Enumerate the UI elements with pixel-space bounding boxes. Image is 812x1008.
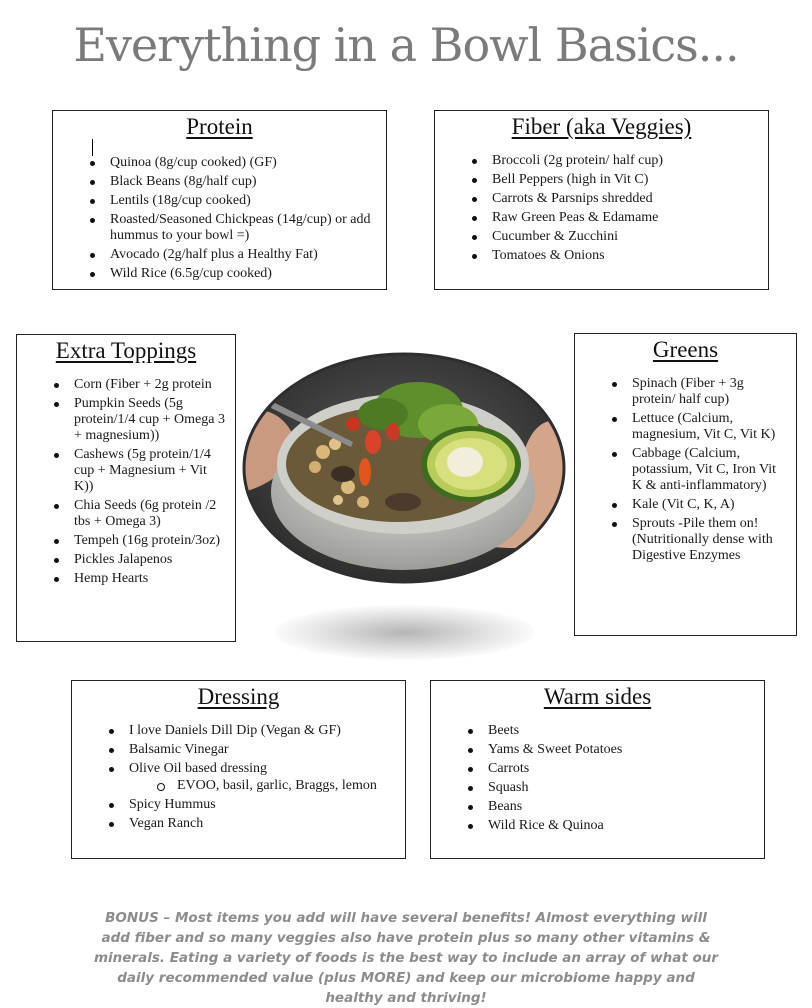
list-item: Tempeh (16g protein/3oz)	[74, 533, 227, 549]
list-item: Squash	[488, 780, 756, 796]
list-item: Chia Seeds (6g protein /2 tbs + Omega 3)	[74, 498, 227, 530]
warm-sides-section	[430, 680, 765, 859]
dressing-section	[71, 680, 406, 859]
list-item: Balsamic Vinegar	[129, 742, 397, 758]
list-item: Black Beans (8g/half cup)	[110, 174, 372, 190]
protein-heading: Protein	[186, 114, 253, 139]
list-item: Carrots	[488, 761, 756, 777]
list-item: Lettuce (Calcium, magnesium, Vit C, Vit K)	[632, 411, 788, 443]
page-title: Everything in a Bowl Basics...	[73, 18, 739, 72]
list-item: Beets	[488, 723, 756, 739]
list-item: Quinoa (8g/cup cooked) (GF)	[110, 155, 372, 171]
list-item: Spinach (Fiber + 3g protein/ half cup)	[632, 376, 788, 408]
dressing-heading: Dressing	[197, 684, 280, 709]
toppings-section	[16, 334, 236, 642]
list-item: Pickles Jalapenos	[74, 552, 227, 568]
bowl-image	[243, 352, 565, 584]
list-item: Vegan Ranch	[129, 816, 397, 832]
sub-list-item: EVOO, basil, garlic, Braggs, lemon	[177, 778, 397, 794]
warm-sides-list	[431, 723, 764, 834]
list-item: Cabbage (Calcium, potassium, Vit C, Iron Vit K & anti-inflammatory)	[632, 446, 788, 494]
greens-list	[575, 376, 796, 564]
list-item: Olive Oil based dressing	[129, 761, 397, 777]
fiber-heading: Fiber (aka Veggies)	[511, 114, 692, 139]
list-item: Bell Peppers (high in Vit C)	[492, 172, 758, 188]
list-item: Wild Rice (6.5g/cup cooked)	[110, 266, 372, 282]
list-item: Avocado (2g/half plus a Healthy Fat)	[110, 247, 372, 263]
list-item: Corn (Fiber + 2g protein	[74, 377, 227, 393]
list-item: Cucumber & Zucchini	[492, 229, 758, 245]
list-item: Pumpkin Seeds (5g protein/1/4 cup + Omega 3 + magnesium))	[74, 396, 227, 444]
protein-section	[52, 110, 387, 290]
dressing-list	[72, 723, 405, 832]
list-item: Yams & Sweet Potatoes	[488, 742, 756, 758]
list-item: Wild Rice & Quinoa	[488, 818, 756, 834]
greens-heading: Greens	[652, 337, 719, 362]
fiber-section	[434, 110, 769, 290]
bowl-illustration	[243, 352, 565, 584]
list-item: I love Daniels Dill Dip (Vegan & GF)	[129, 723, 397, 739]
bonus-note: BONUS – Most items you add will have several benefits! Almost everything will add fiber and so many veggies also have protein plus so many other vitamins & minerals. Eating a variety of foods is the best way to include an array of what our daily recommended value (plus MORE) and keep our microbiome happy and healthy and thriving!	[93, 910, 719, 1006]
protein-list	[53, 155, 386, 282]
greens-section	[574, 333, 797, 636]
fiber-list	[435, 153, 768, 264]
toppings-heading: Extra Toppings	[55, 338, 197, 363]
list-item: Broccoli (2g protein/ half cup)	[492, 153, 758, 169]
list-item: Raw Green Peas & Edamame	[492, 210, 758, 226]
list-item: Cashews (5g protein/1/4 cup + Magnesium + Vit K))	[74, 447, 227, 495]
list-item: Lentils (18g/cup cooked)	[110, 193, 372, 209]
list-item: Hemp Hearts	[74, 571, 227, 587]
list-item: Roasted/Seasoned Chickpeas (14g/cup) or add hummus to your bowl =)	[110, 212, 371, 243]
toppings-list	[17, 377, 235, 587]
bowl-shadow	[275, 605, 535, 660]
list-item: Carrots & Parsnips shredded	[492, 191, 758, 207]
list-item: Kale (Vit C, K, A)	[632, 497, 788, 513]
warm-sides-heading: Warm sides	[543, 684, 652, 709]
list-item: Beans	[488, 799, 756, 815]
list-item: Tomatoes & Onions	[492, 248, 758, 264]
text-cursor	[92, 139, 93, 156]
list-item: Spicy Hummus	[129, 797, 397, 813]
list-item: Sprouts -Pile them on! (Nutritionally dense with Digestive Enzymes	[632, 516, 788, 564]
